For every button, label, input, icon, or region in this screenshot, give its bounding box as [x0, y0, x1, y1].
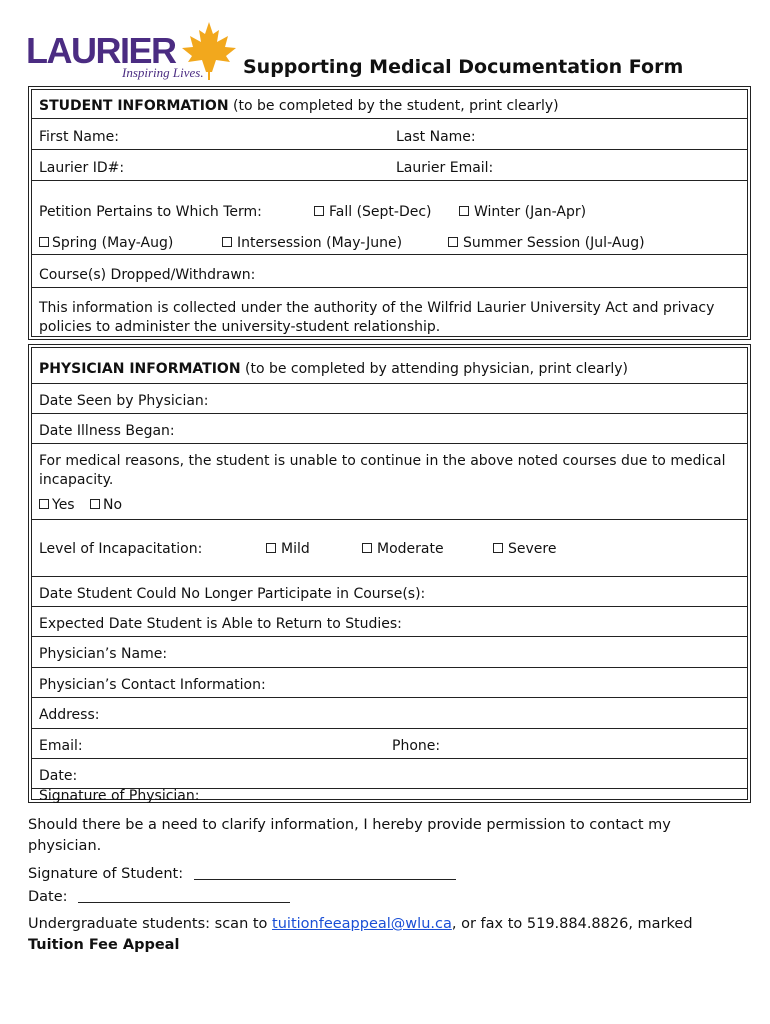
- illness-began-row: [32, 413, 747, 444]
- term-summer-option[interactable]: Summer Session (Jul-Aug): [448, 235, 645, 251]
- student-information-section: [28, 86, 751, 340]
- privacy-row: [32, 287, 747, 338]
- first-name-field[interactable]: First Name:: [39, 129, 119, 145]
- tuition-fee-appeal-label: Tuition Fee Appeal: [28, 937, 180, 953]
- laurier-email-field[interactable]: Laurier Email:: [396, 160, 494, 176]
- email-phone-row: [32, 728, 747, 759]
- physician-section-note: (to be completed by attending physician, print clearly): [245, 361, 628, 377]
- term-winter-option[interactable]: Winter (Jan-Apr): [459, 204, 586, 220]
- physician-phone-field[interactable]: Phone:: [392, 738, 441, 754]
- submission-instructions: [28, 916, 693, 932]
- date-seen-field[interactable]: Date Seen by Physician:: [39, 393, 209, 409]
- laurier-logo: [26, 20, 241, 82]
- physician-contact-label: Physician’s Contact Information:: [39, 677, 266, 693]
- student-section-heading: STUDENT INFORMATION: [39, 98, 229, 114]
- form-title: Supporting Medical Documentation Form: [243, 56, 684, 78]
- return-date-field[interactable]: Expected Date Student is Able to Return to Studies:: [39, 616, 402, 632]
- student-section-note: (to be completed by the student, print clearly): [233, 98, 559, 114]
- instructions-prefix: Undergraduate students: scan to: [28, 916, 273, 932]
- physician-section-heading: PHYSICIAN INFORMATION: [39, 361, 241, 377]
- logo-tagline: Inspiring Lives.: [122, 65, 204, 80]
- student-date-line[interactable]: [78, 902, 290, 903]
- instructions-suffix: , or fax to 519.884.8826, marked: [451, 916, 693, 932]
- term-intersession-option[interactable]: Intersession (May-June): [222, 235, 402, 251]
- maple-leaf-icon: [178, 20, 240, 82]
- physician-signature-row: [32, 788, 747, 802]
- return-date-row: [32, 606, 747, 637]
- student-date-label: Date:: [28, 889, 68, 905]
- date-seen-row: [32, 383, 747, 414]
- student-signature-line[interactable]: [194, 879, 456, 880]
- physician-email-field[interactable]: Email:: [39, 738, 83, 754]
- checkbox-icon[interactable]: [222, 237, 232, 247]
- moderate-option[interactable]: Moderate: [362, 541, 444, 557]
- last-name-field[interactable]: Last Name:: [396, 129, 476, 145]
- severe-option[interactable]: Severe: [493, 541, 556, 557]
- name-row: [32, 118, 747, 150]
- physician-contact-row: [32, 667, 747, 698]
- illness-began-field[interactable]: Date Illness Began:: [39, 423, 175, 439]
- physician-name-row: [32, 636, 747, 668]
- no-option[interactable]: No: [90, 497, 122, 513]
- student-date-row: [28, 889, 290, 905]
- logo-wordmark: LAURIER: [26, 30, 176, 71]
- mild-option[interactable]: Mild: [266, 541, 310, 557]
- address-row: [32, 697, 747, 729]
- medical-reasons-text: For medical reasons, the student is unable to continue in the above noted courses due to medical incapacity.: [39, 453, 726, 488]
- student-signature-label: Signature of Student:: [28, 866, 184, 882]
- checkbox-icon[interactable]: [459, 206, 469, 216]
- email-link[interactable]: tuitionfeeappeal@wlu.ca: [272, 916, 452, 932]
- laurier-id-field[interactable]: Laurier ID#:: [39, 160, 125, 176]
- checkbox-icon[interactable]: [448, 237, 458, 247]
- checkbox-icon[interactable]: [266, 543, 276, 553]
- checkbox-icon[interactable]: [314, 206, 324, 216]
- student-section-header: [32, 90, 747, 118]
- checkbox-icon[interactable]: [493, 543, 503, 553]
- address-field[interactable]: Address:: [39, 707, 100, 723]
- checkbox-icon[interactable]: [39, 237, 49, 247]
- physician-name-field[interactable]: Physician’s Name:: [39, 646, 168, 662]
- term-spring-option[interactable]: Spring (May-Aug): [39, 235, 173, 251]
- physician-date-field[interactable]: Date:: [39, 768, 78, 784]
- checkbox-icon[interactable]: [362, 543, 372, 553]
- id-email-row: [32, 149, 747, 181]
- checkbox-icon[interactable]: [90, 499, 100, 509]
- physician-signature-field[interactable]: Signature of Physician:: [39, 788, 200, 804]
- no-longer-participate-field[interactable]: Date Student Could No Longer Participate in Course(s):: [39, 586, 426, 602]
- permission-text: Should there be a need to clarify information, I hereby provide permission to contact my physician.: [28, 817, 671, 854]
- checkbox-icon[interactable]: [39, 499, 49, 509]
- courses-dropped-field[interactable]: Course(s) Dropped/Withdrawn:: [39, 267, 256, 283]
- student-signature-row: [28, 866, 456, 882]
- incapacitation-label: Level of Incapacitation:: [39, 541, 203, 557]
- term-label: Petition Pertains to Which Term:: [39, 204, 262, 220]
- yes-option[interactable]: Yes: [39, 497, 75, 513]
- medical-reasons-row: [32, 443, 747, 520]
- physician-date-row: [32, 758, 747, 789]
- no-longer-participate-row: [32, 576, 747, 607]
- physician-section-header: [32, 348, 747, 383]
- courses-row: [32, 254, 747, 288]
- incapacitation-row: [32, 519, 747, 577]
- term-fall-option[interactable]: Fall (Sept-Dec): [314, 204, 432, 220]
- privacy-notice: This information is collected under the authority of the Wilfrid Laurier University Act and privacy policies to administer the university-student relationship.: [39, 300, 715, 335]
- physician-information-section: [28, 344, 751, 803]
